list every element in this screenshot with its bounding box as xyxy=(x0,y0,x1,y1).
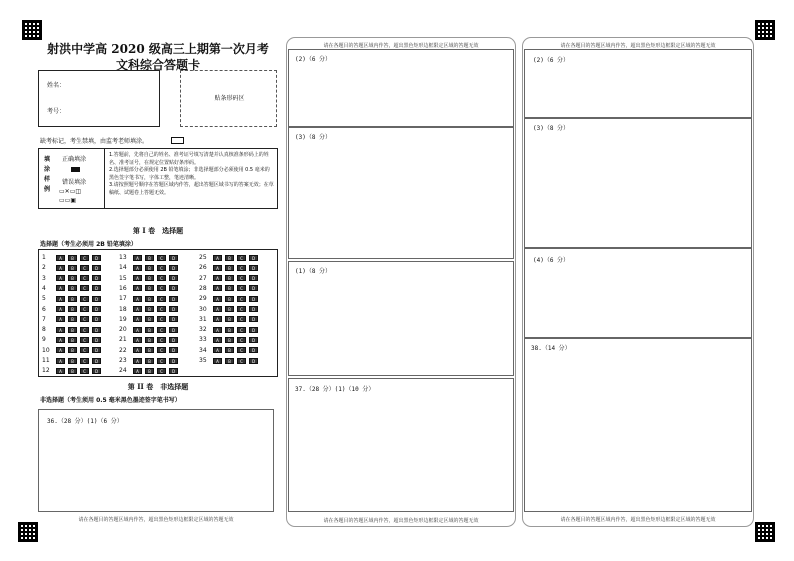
answer-bubble-c[interactable]: C xyxy=(237,327,246,333)
answer-bubble-d[interactable]: D xyxy=(169,275,178,281)
answer-bubble-a[interactable]: A xyxy=(56,358,65,364)
answer-bubble-a[interactable]: A xyxy=(133,275,142,281)
answer-bubble-b[interactable]: B xyxy=(145,285,154,291)
choice-row-26 xyxy=(199,263,261,272)
section1-subtitle: 选择题（考生必须用 2B 铅笔填涂） xyxy=(40,241,137,248)
answer-bubble-c[interactable]: C xyxy=(237,316,246,322)
answer-bubble-a[interactable]: A xyxy=(213,327,222,333)
choice-row-6 xyxy=(42,305,104,314)
answer-bubble-d[interactable]: D xyxy=(169,368,178,374)
answer-bubble-a[interactable]: A xyxy=(213,347,222,353)
answer-bubble-d[interactable]: D xyxy=(169,316,178,322)
answer-bubble-c[interactable]: C xyxy=(80,337,89,343)
choice-row-28 xyxy=(199,284,261,293)
choice-row-14 xyxy=(119,263,181,272)
choice-row-32 xyxy=(199,325,261,334)
answer-bubble-c[interactable]: C xyxy=(237,275,246,281)
choice-row-11 xyxy=(42,356,104,365)
choice-row-33 xyxy=(199,335,261,344)
answer-bubble-a[interactable]: A xyxy=(133,255,142,261)
answer-bubble-a[interactable]: A xyxy=(133,347,142,353)
choice-row-35 xyxy=(199,356,261,365)
answer-bubble-b[interactable]: B xyxy=(68,265,77,271)
page-subtitle: 文科综合答题卡 xyxy=(115,58,200,72)
answer-bubble-a[interactable]: A xyxy=(56,255,65,261)
answer-bubble-d[interactable]: D xyxy=(92,337,101,343)
question-number: 11 xyxy=(42,357,50,364)
answer-bubble-c[interactable]: C xyxy=(80,306,89,312)
mid-q1-answer-box[interactable]: (1)（8 分） xyxy=(288,261,514,376)
answer-bubble-a[interactable]: A xyxy=(213,275,222,281)
answer-bubble-d[interactable]: D xyxy=(249,316,258,322)
question-number: 22 xyxy=(119,346,127,354)
choice-row-31 xyxy=(199,315,261,324)
question-number: 32 xyxy=(199,326,207,334)
question-number: 8 xyxy=(42,326,46,334)
answer-bubble-b[interactable]: B xyxy=(225,306,234,312)
corner-qr-icon xyxy=(755,20,775,40)
answer-bubble-c[interactable]: C xyxy=(237,265,246,271)
answer-bubble-c[interactable]: C xyxy=(157,327,166,333)
answer-bubble-b[interactable]: B xyxy=(68,368,77,374)
answer-bubble-d[interactable]: D xyxy=(249,265,258,271)
name-label: 姓名： xyxy=(47,82,66,89)
q38-answer-box[interactable]: 38.（14 分） xyxy=(524,338,752,512)
answer-bubble-b[interactable]: B xyxy=(145,255,154,261)
answer-bubble-b[interactable]: B xyxy=(68,327,77,333)
answer-bubble-d[interactable]: D xyxy=(92,368,101,374)
question-number: 3 xyxy=(42,274,46,282)
answer-bubble-c[interactable]: C xyxy=(80,347,89,353)
answer-bubble-c[interactable]: C xyxy=(157,265,166,271)
answer-bubble-a[interactable]: A xyxy=(133,316,142,322)
choice-row-22 xyxy=(119,346,181,355)
footer-note: 请在各题目的答题区域内作答，超出黑色矩形边框限定区域的答题无效 xyxy=(323,518,479,524)
answer-bubble-b[interactable]: B xyxy=(225,316,234,322)
answer-bubble-d[interactable]: D xyxy=(92,358,101,364)
right-q2-answer-box[interactable]: (2)（6 分） xyxy=(524,49,752,118)
choice-row-2 xyxy=(42,263,104,272)
answer-bubble-b[interactable]: B xyxy=(145,368,154,374)
right-q4-answer-box[interactable]: (4)（6 分） xyxy=(524,248,752,338)
answer-bubble-d[interactable]: D xyxy=(92,265,101,271)
question-number: 18 xyxy=(119,305,127,313)
wrong-fill-icon: ▭▭▣ xyxy=(59,197,77,204)
answer-bubble-c[interactable]: C xyxy=(237,306,246,312)
answer-bubble-a[interactable]: A xyxy=(133,368,142,374)
answer-bubble-c[interactable]: C xyxy=(80,285,89,291)
question-number: 24 xyxy=(119,367,127,375)
question-number: 16 xyxy=(119,284,127,292)
answer-bubble-d[interactable]: D xyxy=(249,358,258,364)
answer-bubble-c[interactable]: C xyxy=(237,255,246,261)
answer-bubble-b[interactable]: B xyxy=(68,285,77,291)
choice-row-23 xyxy=(119,356,181,365)
answer-bubble-b[interactable]: B xyxy=(225,347,234,353)
footer-note: 请在各题目的答题区域内作答，超出黑色矩形边框限定区域的答题无效 xyxy=(560,517,716,523)
question-number: 28 xyxy=(199,284,207,292)
answer-bubble-d[interactable]: D xyxy=(249,296,258,302)
answer-bubble-b[interactable]: B xyxy=(145,358,154,364)
answer-bubble-a[interactable]: A xyxy=(133,265,142,271)
mid-q3-answer-box[interactable]: (3)（8 分） xyxy=(288,127,514,259)
q37-answer-box[interactable]: 37.（28 分）(1)（10 分） xyxy=(288,378,514,512)
answer-bubble-a[interactable]: A xyxy=(213,337,222,343)
choice-row-25 xyxy=(199,253,261,262)
answer-bubble-c[interactable]: C xyxy=(237,337,246,343)
header-note: 请在各题目的答题区域内作答，超出黑色矩形边框限定区域的答题无效 xyxy=(560,43,716,49)
answer-bubble-a[interactable]: A xyxy=(213,306,222,312)
answer-bubble-b[interactable]: B xyxy=(68,347,77,353)
answer-bubble-a[interactable]: A xyxy=(56,306,65,312)
answer-bubble-b[interactable]: B xyxy=(145,327,154,333)
answer-bubble-a[interactable]: A xyxy=(133,358,142,364)
choice-row-21 xyxy=(119,335,181,344)
answer-bubble-b[interactable]: B xyxy=(68,255,77,261)
choice-row-30 xyxy=(199,305,261,314)
answer-bubble-d[interactable]: D xyxy=(169,285,178,291)
choice-grid xyxy=(38,249,278,377)
answer-bubble-d[interactable]: D xyxy=(169,255,178,261)
instructions: 1.答题前，先将自己的姓名、准考证号填写清楚并认真核准条形码上的姓名、准考证号，在规定位置贴好条形码。 2.选择题部分必须使用 2B 铅笔填涂；非选择题部分必须使用 0.5 毫米的黑色签字笔书写，字体工整，笔迹清晰。 3.请按照题号顺序在答题区域内作答，超出答题区域书写的答案无效；在草稿纸、试题卷上答题无效。 xyxy=(109,152,274,196)
answer-bubble-d[interactable]: D xyxy=(249,306,258,312)
answer-bubble-a[interactable]: A xyxy=(133,327,142,333)
correct-fill-icon xyxy=(71,167,80,172)
section2-title: 第 II 卷 非选择题 xyxy=(127,382,189,391)
answer-bubble-b[interactable]: B xyxy=(225,337,234,343)
choice-row-13 xyxy=(119,253,181,262)
question-number: 13 xyxy=(119,254,127,261)
question-number: 30 xyxy=(199,305,207,313)
question-number: 9 xyxy=(42,336,46,344)
answer-bubble-d[interactable]: D xyxy=(249,337,258,343)
answer-bubble-a[interactable]: A xyxy=(213,316,222,322)
answer-bubble-d[interactable]: D xyxy=(92,296,101,302)
answer-bubble-b[interactable]: B xyxy=(145,306,154,312)
answer-bubble-c[interactable]: C xyxy=(237,296,246,302)
answer-bubble-d[interactable]: D xyxy=(249,255,258,261)
choice-row-34 xyxy=(199,346,261,355)
answer-bubble-c[interactable]: C xyxy=(80,275,89,281)
question-number: 27 xyxy=(199,274,207,282)
question-number: 7 xyxy=(42,315,46,323)
answer-bubble-a[interactable]: A xyxy=(56,265,65,271)
wrong-fill-icon: ▭✕▭◫ xyxy=(59,188,82,195)
question-number: 1 xyxy=(42,254,46,261)
answer-bubble-d[interactable]: D xyxy=(169,358,178,364)
question-number: 19 xyxy=(119,315,127,323)
answer-bubble-a[interactable]: A xyxy=(56,285,65,291)
answer-bubble-c[interactable]: C xyxy=(157,296,166,302)
answer-bubble-d[interactable]: D xyxy=(249,327,258,333)
answer-bubble-b[interactable]: B xyxy=(68,337,77,343)
choice-row-7 xyxy=(42,315,104,324)
question-number: 2 xyxy=(42,264,46,272)
answer-bubble-c[interactable]: C xyxy=(237,285,246,291)
answer-bubble-a[interactable]: A xyxy=(213,285,222,291)
footer-note: 请在各题目的答题区域内作答，超出黑色矩形边框限定区域的答题无效 xyxy=(78,517,234,523)
id-label: 考号： xyxy=(47,108,66,115)
answer-bubble-b[interactable]: B xyxy=(68,306,77,312)
answer-bubble-c[interactable]: C xyxy=(237,358,246,364)
question-number: 33 xyxy=(199,336,207,344)
answer-bubble-a[interactable]: A xyxy=(56,337,65,343)
corner-qr-icon xyxy=(18,522,38,542)
answer-bubble-d[interactable]: D xyxy=(169,306,178,312)
header-note: 请在各题目的答题区域内作答，超出黑色矩形边框限定区域的答题无效 xyxy=(323,43,479,49)
answer-bubble-a[interactable]: A xyxy=(56,316,65,322)
choice-row-27 xyxy=(199,274,261,283)
answer-bubble-b[interactable]: B xyxy=(145,347,154,353)
section2-subtitle: 非选择题（考生须用 0.5 毫米黑色墨迹签字笔书写） xyxy=(40,397,181,404)
choice-row-3 xyxy=(42,274,104,283)
question-number: 12 xyxy=(42,367,50,375)
answer-bubble-c[interactable]: C xyxy=(80,358,89,364)
q36-answer-box[interactable]: 36.（28 分）(1)（6 分） xyxy=(38,409,274,512)
answer-bubble-d[interactable]: D xyxy=(92,316,101,322)
answer-bubble-b[interactable]: B xyxy=(68,358,77,364)
choice-row-19 xyxy=(119,315,181,324)
choice-row-20 xyxy=(119,325,181,334)
question-number: 29 xyxy=(199,295,207,303)
choice-row-1 xyxy=(42,253,104,262)
answer-bubble-b[interactable]: B xyxy=(225,255,234,261)
question-number: 6 xyxy=(42,305,46,313)
answer-bubble-b[interactable]: B xyxy=(225,275,234,281)
answer-bubble-c[interactable]: C xyxy=(157,275,166,281)
answer-bubble-a[interactable]: A xyxy=(133,285,142,291)
answer-bubble-c[interactable]: C xyxy=(80,255,89,261)
answer-bubble-d[interactable]: D xyxy=(169,327,178,333)
answer-bubble-a[interactable]: A xyxy=(56,296,65,302)
answer-bubble-a[interactable]: A xyxy=(56,368,65,374)
answer-bubble-d[interactable]: D xyxy=(92,327,101,333)
choice-row-5 xyxy=(42,294,104,303)
answer-bubble-c[interactable]: C xyxy=(80,316,89,322)
answer-bubble-c[interactable]: C xyxy=(80,265,89,271)
answer-bubble-d[interactable]: D xyxy=(169,337,178,343)
answer-bubble-a[interactable]: A xyxy=(213,296,222,302)
question-number: 25 xyxy=(199,254,207,261)
answer-bubble-c[interactable]: C xyxy=(157,316,166,322)
answer-bubble-d[interactable]: D xyxy=(249,347,258,353)
question-number: 4 xyxy=(42,284,46,292)
answer-bubble-c[interactable]: C xyxy=(80,368,89,374)
wrong-fill-label: 错误填涂 xyxy=(62,179,87,186)
answer-bubble-b[interactable]: B xyxy=(68,275,77,281)
answer-bubble-b[interactable]: B xyxy=(145,316,154,322)
answer-bubble-c[interactable]: C xyxy=(80,327,89,333)
answer-bubble-d[interactable]: D xyxy=(249,275,258,281)
answer-bubble-b[interactable]: B xyxy=(225,296,234,302)
barcode-area: 贴条形码区 xyxy=(180,70,277,127)
question-number: 17 xyxy=(119,295,127,303)
fill-example-box: 填 涂 样 例 正确填涂 错误填涂 ▭✕▭◫ ▭▭▣ 1.答题前，先将自己的姓名、准考证号填写清楚并认真核准条形码上的姓名、准考证号，在规定位置贴好条形码。 2.选择题部分必须使用 2B 铅笔填涂；非选择题部分必须使用 0.5 毫米的黑色签字笔书写，字体工整，笔迹清晰。 3.请按照题号顺序在答题区域内作答，超出答题区域书写的答案无效；在草稿纸、试题卷上答题无效。 xyxy=(38,148,278,209)
answer-bubble-c[interactable]: C xyxy=(157,255,166,261)
answer-bubble-b[interactable]: B xyxy=(145,265,154,271)
page-title: 射洪中学高 2020 级高三上期第一次月考 xyxy=(47,42,269,56)
question-number: 23 xyxy=(119,357,127,364)
answer-bubble-d[interactable]: D xyxy=(92,255,101,261)
choice-row-18 xyxy=(119,305,181,314)
answer-bubble-d[interactable]: D xyxy=(169,265,178,271)
choice-row-29 xyxy=(199,294,261,303)
question-number: 26 xyxy=(199,264,207,272)
choice-row-16 xyxy=(119,284,181,293)
question-number: 20 xyxy=(119,326,127,334)
correct-fill-label: 正确填涂 xyxy=(62,156,87,163)
question-number: 10 xyxy=(42,346,50,354)
answer-bubble-d[interactable]: D xyxy=(169,296,178,302)
answer-bubble-a[interactable]: A xyxy=(56,275,65,281)
answer-bubble-a[interactable]: A xyxy=(56,347,65,353)
answer-bubble-a[interactable]: A xyxy=(133,337,142,343)
answer-bubble-b[interactable]: B xyxy=(145,337,154,343)
answer-bubble-b[interactable]: B xyxy=(225,265,234,271)
answer-bubble-b[interactable]: B xyxy=(225,327,234,333)
answer-bubble-d[interactable]: D xyxy=(169,347,178,353)
choice-row-4 xyxy=(42,284,104,293)
choice-row-12 xyxy=(42,366,104,375)
answer-bubble-c[interactable]: C xyxy=(157,337,166,343)
answer-bubble-d[interactable]: D xyxy=(92,347,101,353)
answer-bubble-a[interactable]: A xyxy=(133,296,142,302)
answer-bubble-b[interactable]: B xyxy=(68,296,77,302)
answer-bubble-a[interactable]: A xyxy=(56,327,65,333)
answer-bubble-a[interactable]: A xyxy=(213,265,222,271)
choice-row-17 xyxy=(119,294,181,303)
answer-bubble-d[interactable]: D xyxy=(249,285,258,291)
question-number: 35 xyxy=(199,357,207,364)
answer-bubble-c[interactable]: C xyxy=(157,347,166,353)
choice-row-8 xyxy=(42,325,104,334)
question-number: 31 xyxy=(199,315,207,323)
choice-row-24 xyxy=(119,366,181,375)
mid-q2-answer-box[interactable]: (2)（6 分） xyxy=(288,49,514,127)
section1-title: 第 I 卷 选择题 xyxy=(132,226,184,235)
answer-bubble-c[interactable]: C xyxy=(157,285,166,291)
answer-bubble-d[interactable]: D xyxy=(92,275,101,281)
answer-bubble-b[interactable]: B xyxy=(225,285,234,291)
answer-bubble-a[interactable]: A xyxy=(133,306,142,312)
answer-bubble-c[interactable]: C xyxy=(157,358,166,364)
answer-bubble-d[interactable]: D xyxy=(92,285,101,291)
question-number: 14 xyxy=(119,264,127,272)
answer-bubble-c[interactable]: C xyxy=(157,368,166,374)
answer-bubble-b[interactable]: B xyxy=(225,358,234,364)
right-q3-answer-box[interactable]: (3)（8 分） xyxy=(524,118,752,248)
answer-bubble-b[interactable]: B xyxy=(145,296,154,302)
answer-bubble-a[interactable]: A xyxy=(213,358,222,364)
choice-row-10 xyxy=(42,346,104,355)
answer-bubble-d[interactable]: D xyxy=(92,306,101,312)
choice-row-15 xyxy=(119,274,181,283)
corner-qr-icon xyxy=(755,522,775,542)
corner-qr-icon xyxy=(22,20,42,40)
answer-bubble-a[interactable]: A xyxy=(213,255,222,261)
answer-bubble-c[interactable]: C xyxy=(80,296,89,302)
question-number: 21 xyxy=(119,336,127,344)
answer-bubble-c[interactable]: C xyxy=(157,306,166,312)
absent-checkbox[interactable] xyxy=(171,137,184,144)
answer-bubble-b[interactable]: B xyxy=(145,275,154,281)
question-number: 5 xyxy=(42,295,46,303)
question-number: 34 xyxy=(199,346,207,354)
student-info-box xyxy=(38,70,160,127)
answer-bubble-b[interactable]: B xyxy=(68,316,77,322)
choice-row-9 xyxy=(42,335,104,344)
question-number: 15 xyxy=(119,274,127,282)
absent-note: 缺考标记，考生禁填，由监考老师填涂。 xyxy=(40,138,149,145)
answer-bubble-c[interactable]: C xyxy=(237,347,246,353)
